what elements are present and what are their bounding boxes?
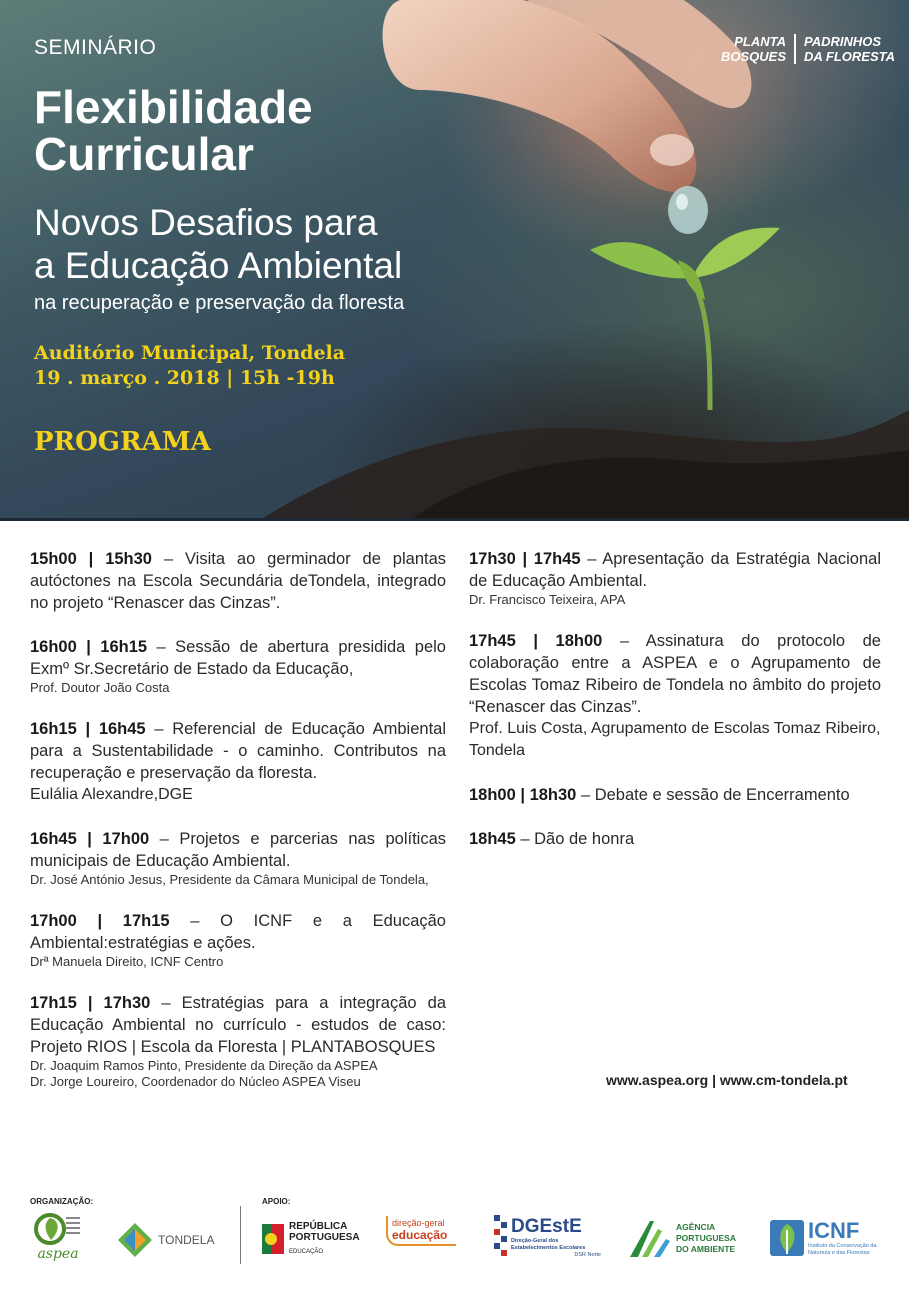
program-text: – Apresentação da Estratégia Nacional de Educação Ambiental. [469, 550, 881, 590]
program-item [30, 828, 446, 888]
dgeste-icon [494, 1215, 508, 1259]
icnf-tree-icon [770, 1220, 804, 1256]
venue-info [34, 341, 345, 391]
program-text: – Visita ao germinador de plantas autóctones na Escola Secundária deTondela, integrado no projeto “Renascer das Cinzas”. [30, 550, 447, 612]
republica-logo [262, 1216, 362, 1262]
program-time: 18h00 | 18h30 [469, 786, 577, 804]
dge-line-2: educação [392, 1228, 448, 1242]
republica-line-3: EDUCAÇÃO [289, 1248, 324, 1255]
event-type: SEMINÁRIO [34, 36, 157, 59]
program-text: – Dão de honra [515, 830, 635, 848]
apa-logo [628, 1216, 748, 1260]
title-line-1: Flexibilidade [34, 81, 313, 133]
program-column-right [469, 548, 881, 872]
republica-flag-icon [262, 1224, 284, 1254]
program-item [30, 718, 446, 806]
tondela-logo [116, 1220, 226, 1260]
tondela-emblem-icon [116, 1221, 154, 1259]
program-speaker: Prof. Luis Costa, Agrupamento de Escolas Tomaz Ribeiro, Tondela [469, 720, 881, 759]
icnf-subtitle: Instituto da Conservação da Natureza e das Florestas [808, 1243, 877, 1256]
soil-illustration [260, 380, 909, 518]
dgeste-subtitle-2: DSR Norte [574, 1252, 601, 1258]
dgeste-subtitle: Direção-Geral dos Estabelecimentos Escolares [511, 1238, 586, 1251]
icnf-logo [770, 1216, 882, 1260]
republica-line-1: REPÚBLICA [289, 1220, 348, 1232]
apoio-label: APOIO: [262, 1197, 291, 1206]
program-time: 17h45 | 18h00 [469, 632, 603, 650]
header-banner [0, 0, 909, 518]
program-speaker-2: Dr. Jorge Loureiro, Coordenador do Núcleo ASPEA Viseu [30, 1074, 361, 1089]
organizacao-label: ORGANIZAÇÃO: [30, 1197, 94, 1206]
dge-line-1: direção-geral [392, 1218, 445, 1228]
program-time: 17h30 | 17h45 [469, 550, 581, 568]
program-time: 17h15 | 17h30 [30, 994, 151, 1012]
program-item [469, 548, 881, 608]
republica-line-2: PORTUGUESA [289, 1231, 360, 1243]
program-item [469, 828, 881, 850]
program-text: – Assinatura do protocolo de colaboração entre a ASPEA e o Agrupamento de Escolas Tomaz Ribeiro de Tondela no âmbito do projeto “Renascer das Cinzas”. [469, 632, 881, 716]
apa-line-2: PORTUGUESA [676, 1232, 736, 1243]
program-item [30, 548, 446, 614]
programa-heading: PROGRAMA [34, 427, 211, 457]
footer-divider [240, 1206, 241, 1264]
program-text: – O ICNF e a Educação Ambiental:estratégias e ações. [30, 912, 446, 952]
brand-padrinhos: PADRINHOS [804, 34, 882, 49]
program-text: – Projetos e parcerias nas políticas municipais de Educação Ambiental. [30, 830, 446, 870]
program-text: – Debate e sessão de Encerramento [576, 786, 850, 804]
program-column-left [30, 548, 446, 1112]
program-text: – Estratégias para a integração da Educação Ambiental no currículo - estudos de caso: Projeto RIOS | Escola da Floresta | PLANTABOSQUES [30, 994, 446, 1056]
subtitle-line-2: a Educação Ambiental [34, 245, 403, 286]
venue-name: Auditório Municipal, Tondela [34, 342, 346, 364]
program-speaker: Dr. José António Jesus, Presidente da Câmara Municipal de Tondela, [30, 872, 429, 887]
page-title [34, 81, 554, 180]
brand-bosques: BOSQUES [720, 49, 786, 64]
apa-line-3: DO AMBIENTE [676, 1243, 736, 1254]
program-text: – Referencial de Educação Ambiental para a Sustentabilidade - o caminho. Contributos na recuperação e preservação da floresta. [30, 720, 446, 782]
brand-planta: PLANTA [734, 34, 786, 49]
subtitle-line-1: Novos Desafios para [34, 202, 378, 243]
dgeste-logo [494, 1214, 606, 1260]
brand-floresta: DA FLORESTA [804, 49, 895, 64]
program-item [30, 910, 446, 970]
program-item [469, 630, 881, 762]
program-speaker: Eulália Alexandre,DGE [30, 786, 193, 803]
aspea-leaf-icon [33, 1212, 83, 1246]
program-time: 16h45 | 17h00 [30, 830, 150, 848]
subtitle-line-3: na recuperação e preservação da floresta [34, 292, 405, 314]
websites-link[interactable]: www.aspea.org | www.cm-tondela.pt [606, 1072, 848, 1088]
program-speaker: Dr. Joaquim Ramos Pinto, Presidente da Direção da ASPEA [30, 1058, 378, 1073]
program-speaker: Drª Manuela Direito, ICNF Centro [30, 954, 224, 969]
program-time: 15h00 | 15h30 [30, 550, 152, 568]
program-time: 17h00 | 17h15 [30, 912, 170, 930]
dge-logo [386, 1216, 456, 1246]
brand-logo [721, 34, 895, 64]
program-speaker: Dr. Francisco Teixeira, APA [469, 592, 626, 607]
date-time: 19 . março . 2018 | 15h -19h [34, 367, 335, 389]
apa-line-1: AGÊNCIA [676, 1221, 716, 1232]
aspea-logo [28, 1212, 88, 1268]
program-item [469, 784, 881, 806]
program-time: 18h45 [469, 830, 516, 848]
aspea-text: aspea [37, 1246, 79, 1262]
subtitle [34, 201, 594, 287]
program-time: 16h00 | 16h15 [30, 638, 148, 656]
program-text: – Sessão de abertura presidida pelo Exmº Sr.Secretário de Estado da Educação, [30, 638, 446, 678]
dgeste-text: DGEstE [511, 1216, 582, 1237]
title-line-2: Curricular [34, 128, 254, 180]
icnf-text: ICNF [808, 1218, 860, 1243]
program-time: 16h15 | 16h45 [30, 720, 146, 738]
program-item [30, 636, 446, 696]
program-item [30, 992, 446, 1090]
program-speaker: Prof. Doutor João Costa [30, 680, 170, 695]
apa-icon [628, 1217, 672, 1259]
tondela-text: TONDELA [158, 1233, 215, 1247]
header-divider [0, 518, 909, 521]
